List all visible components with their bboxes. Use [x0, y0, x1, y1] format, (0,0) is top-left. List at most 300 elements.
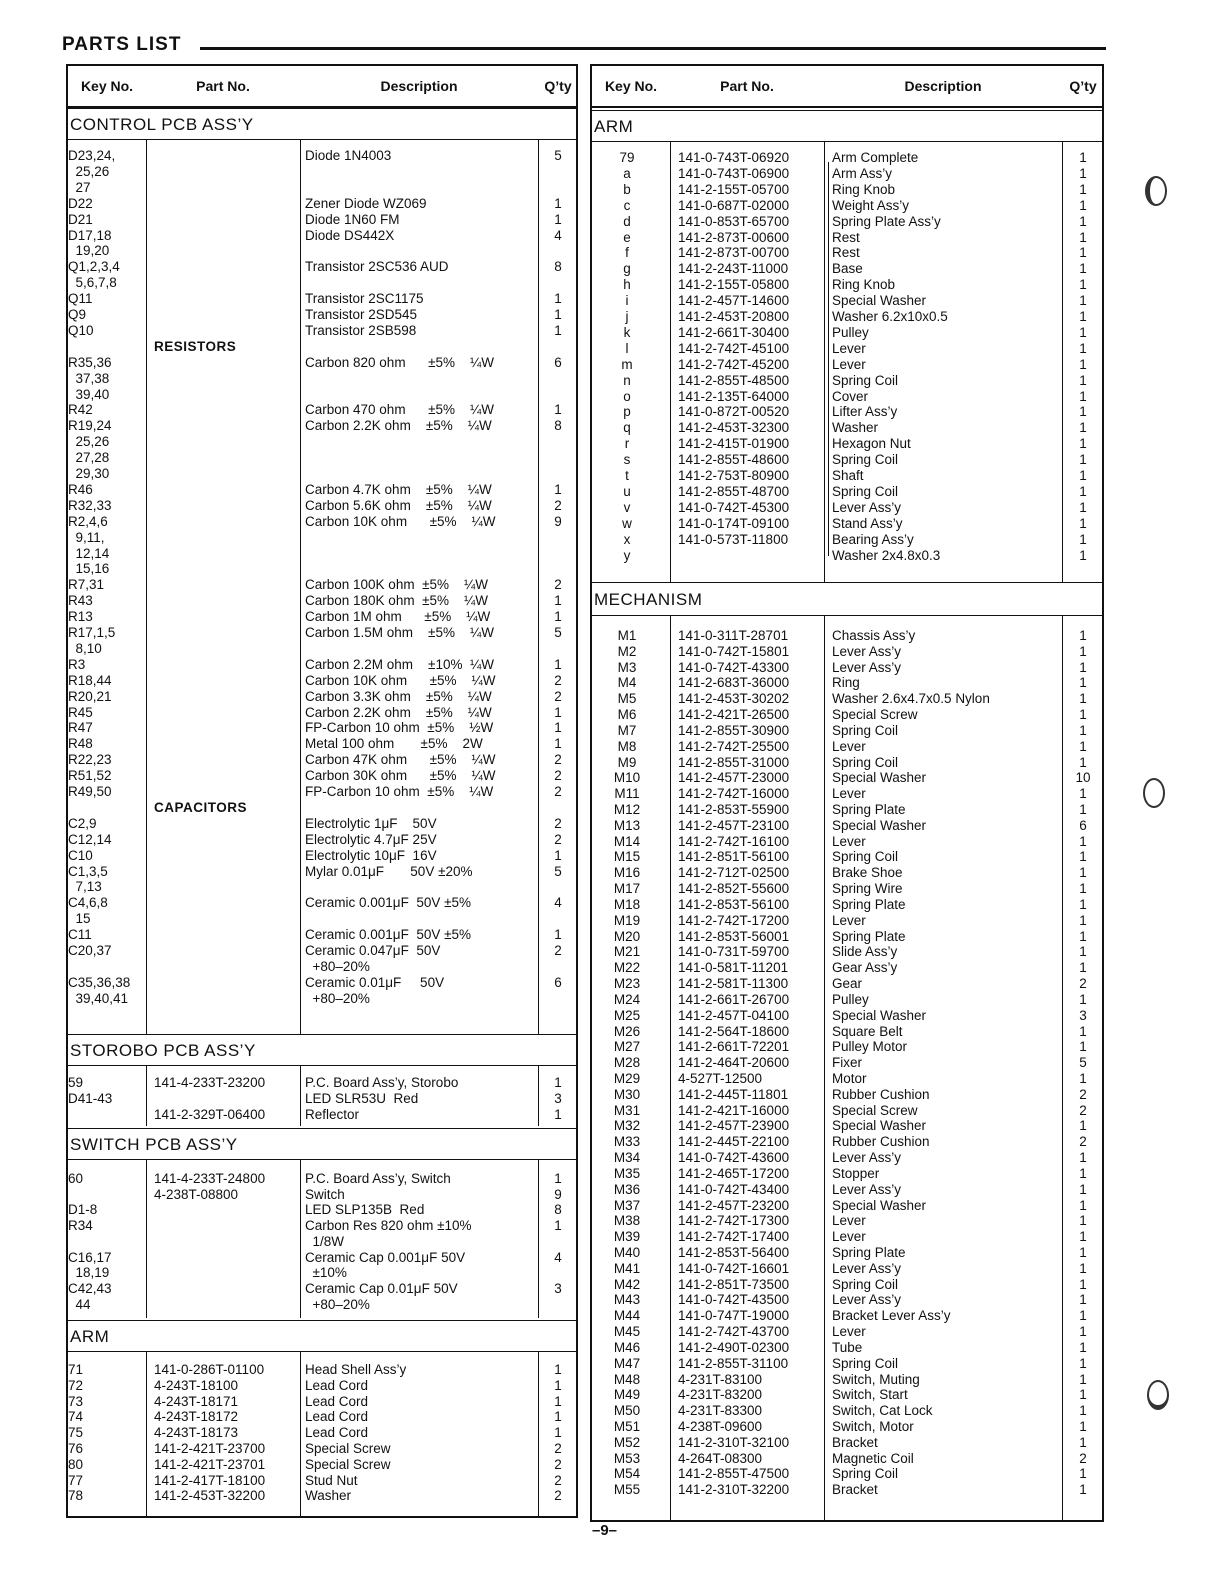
page-number: –9–: [592, 1522, 618, 1539]
table-row: [592, 1039, 1102, 1055]
table-row: [592, 628, 1102, 644]
cell-description: Washer 2x4.8x0.3: [832, 547, 941, 563]
cell-key-no: R42: [68, 402, 93, 418]
cell-key-no: M20: [613, 928, 641, 944]
cell-key-no: M5: [617, 691, 637, 707]
title-rule: [200, 47, 1106, 50]
table-row: [68, 625, 576, 641]
cell-description: Bracket: [832, 1434, 878, 1450]
cell-description: Bracket Lever Ass’y: [832, 1308, 951, 1324]
cell-part-no: 4-231T-83100: [678, 1371, 763, 1387]
cell-description: Ceramic Cap 0.001μF 50V: [305, 1249, 466, 1265]
cell-key-no: C10: [68, 847, 93, 863]
cell-qty: 1: [1079, 675, 1087, 691]
cell-qty: 1: [1079, 1403, 1087, 1419]
cell-key-no: R13: [68, 609, 93, 625]
cell-key-no: M38: [613, 1213, 641, 1229]
cell-key-no: p: [623, 404, 631, 420]
table-row: [68, 720, 576, 736]
table-row: [592, 1166, 1102, 1182]
cell-key-no: M53: [613, 1450, 641, 1466]
cell-description: Spring Plate Ass’y: [832, 213, 941, 229]
table-row: [68, 1218, 576, 1234]
cell-part-no: 141-2-742T-45200: [678, 356, 790, 372]
cell-qty: 1: [554, 847, 562, 863]
table-row: [68, 991, 576, 1007]
cell-key-no: M3: [617, 659, 637, 675]
cell-qty: 3: [554, 1091, 562, 1106]
cell-key-no: M10: [613, 770, 641, 786]
cell-qty: 1: [554, 291, 562, 307]
table-row: [68, 402, 576, 418]
table-row: [68, 1281, 576, 1297]
cell-qty: 6: [554, 354, 562, 370]
cell-key-no: d: [623, 213, 631, 229]
cell-part-no: 141-2-310T-32200: [678, 1482, 790, 1498]
right-table-header: [592, 66, 1102, 108]
cell-qty: 4: [554, 227, 562, 243]
cell-part-no: 141-2-581T-11300: [678, 976, 789, 992]
table-row: [592, 484, 1102, 500]
cell-key-no: M11: [614, 786, 640, 802]
table-row: [68, 259, 576, 275]
cell-qty: 9: [554, 513, 562, 529]
cell-description: Carbon 4.7K ohm ±5% ¼W: [305, 481, 492, 497]
cell-part-no: 4-243T-18100: [154, 1377, 239, 1393]
cell-description: P.C. Board Ass’y, Storobo: [305, 1075, 459, 1090]
cell-description: Zener Diode WZ069: [305, 195, 427, 211]
cell-key-no: Q9: [68, 307, 87, 322]
cell-description: Rubber Cushion: [832, 1086, 930, 1102]
cell-key-no: M36: [613, 1181, 641, 1197]
table-row: [592, 309, 1102, 325]
cell-qty: 1: [1079, 468, 1087, 483]
cell-description: Special Washer: [832, 1197, 927, 1213]
cell-key-no: M35: [613, 1165, 641, 1181]
cell-description: Metal 100 ohm ±5% 2W: [305, 736, 483, 752]
section-control-pcb: CONTROL PCB ASS’Y: [68, 108, 576, 140]
cell-part-no: 141-2-310T-32100: [678, 1434, 790, 1450]
cell-part-no: 141-2-421T-26500: [678, 707, 790, 723]
cell-key-no: D22: [68, 195, 93, 211]
cell-description: Weight Ass’y: [832, 197, 910, 213]
table-row: [68, 1187, 576, 1203]
cell-description: Gear: [832, 976, 863, 992]
cell-key-no: C20,37: [68, 943, 112, 958]
table-row: [592, 1277, 1102, 1293]
cell-description: Fixer: [832, 1055, 862, 1071]
cell-description: Washer 2.6x4.7x0.5 Nylon: [832, 691, 990, 707]
table-row: [592, 420, 1102, 436]
table-row: [68, 593, 576, 609]
cell-description: Ring Knob: [832, 277, 896, 293]
cell-qty: 1: [1079, 356, 1087, 372]
cell-key-no: c: [623, 197, 631, 213]
cell-part-no: 141-2-661T-30400: [678, 324, 790, 340]
cell-key-no: 44: [68, 1296, 91, 1312]
table-row: [68, 1250, 576, 1266]
cell-part-no: 141-2-742T-43700: [678, 1324, 790, 1340]
table-row: [592, 770, 1102, 786]
cell-qty: 1: [554, 1393, 562, 1409]
cell-key-no: u: [623, 483, 631, 499]
cell-description: Carbon 100K ohm ±5% ¼W: [305, 577, 488, 593]
cell-key-no: 15: [68, 911, 91, 927]
cell-key-no: R45: [68, 704, 93, 720]
cell-part-no: 141-2-855T-48600: [678, 452, 790, 468]
cell-key-no: M19: [613, 912, 641, 928]
table-row: [592, 644, 1102, 660]
column-divider: [300, 140, 301, 1034]
cell-key-no: C42,43: [68, 1280, 112, 1296]
cell-part-no: 141-0-853T-65700: [678, 213, 790, 229]
column-divider: [670, 616, 671, 1520]
cell-qty: 5: [554, 148, 562, 163]
cell-qty: 1: [1079, 181, 1087, 197]
cell-part-no: 4-527T-12500: [678, 1070, 763, 1086]
cell-key-no: l: [625, 340, 629, 356]
cell-qty: 1: [554, 927, 562, 943]
cell-qty: 1: [554, 195, 562, 211]
cell-qty: 1: [1079, 1324, 1087, 1340]
cell-qty: 1: [554, 1171, 562, 1186]
cell-key-no: M42: [613, 1276, 641, 1292]
table-row: [68, 196, 576, 212]
cell-description: Switch: [305, 1186, 345, 1202]
cell-description: Lead Cord: [305, 1409, 369, 1425]
cell-description: Carbon 470 ohm ±5% ¼W: [305, 402, 494, 418]
cell-description: Lever Ass’y: [832, 659, 902, 675]
table-row: [592, 500, 1102, 516]
cell-qty: 1: [1079, 277, 1087, 293]
cell-description: Diode DS442X: [305, 227, 395, 243]
column-divider: [538, 1066, 539, 1126]
table-row: [592, 865, 1102, 881]
cell-part-no: 141-0-872T-00520: [678, 404, 790, 420]
cell-qty: 1: [1079, 849, 1087, 865]
cell-description: Square Belt: [832, 1023, 903, 1039]
cell-key-no: M49: [613, 1387, 641, 1403]
cell-description: Lever Ass’y: [832, 499, 902, 515]
cell-key-no: Q11: [68, 291, 93, 307]
cell-description: Special Washer: [832, 817, 927, 833]
cell-qty: 1: [1079, 165, 1087, 181]
cell-qty: 1: [1079, 404, 1087, 420]
cell-key-no: D17,18: [68, 227, 112, 243]
cell-description: Spring Wire: [832, 881, 903, 897]
cell-qty: 1: [1079, 691, 1087, 707]
cell-description: Spring Coil: [832, 1466, 899, 1482]
column-divider: [538, 1352, 539, 1516]
cell-qty: 4: [554, 895, 562, 911]
table-row: [68, 784, 576, 800]
cell-description: Stopper: [832, 1165, 880, 1181]
cell-description: Lever: [832, 1213, 866, 1229]
cell-key-no: 39,40,41: [68, 990, 129, 1006]
cell-qty: 1: [1079, 1181, 1087, 1197]
table-row: [68, 1488, 576, 1504]
table-row: [592, 881, 1102, 897]
cell-qty: 3: [1079, 1007, 1087, 1023]
assembly-bracket: [828, 162, 829, 556]
cell-description: Cover: [832, 388, 869, 404]
cell-qty: 1: [554, 1107, 562, 1122]
cell-part-no: 141-2-421T-23701: [154, 1456, 266, 1472]
cell-part-no: 141-2-873T-00600: [678, 229, 790, 245]
cell-key-no: 59: [68, 1075, 84, 1090]
table-row: [68, 895, 576, 911]
cell-qty: 1: [1079, 1419, 1087, 1434]
table-row: [68, 1075, 576, 1091]
table-row: [592, 976, 1102, 992]
cell-description: Spring Coil: [832, 849, 899, 865]
cell-description: Rest: [832, 245, 860, 261]
cell-part-no: 141-2-155T-05700: [678, 181, 790, 197]
cell-part-no: 141-2-742T-16100: [678, 833, 790, 849]
cell-qty: 1: [1079, 1070, 1087, 1086]
table-row: [592, 1419, 1102, 1435]
cell-description: Washer: [832, 420, 879, 436]
cell-description: LED SLR53U Red: [305, 1091, 419, 1106]
cell-qty: 1: [1079, 643, 1087, 659]
cell-key-no: M51: [613, 1419, 641, 1434]
capacitors-subhead: CAPACITORS: [154, 799, 248, 815]
table-row: [592, 1213, 1102, 1229]
cell-part-no: 141-2-742T-16000: [678, 786, 790, 802]
table-row: [592, 1356, 1102, 1372]
table-row: [68, 1441, 576, 1457]
cell-key-no: M47: [613, 1355, 641, 1371]
table-row: [592, 786, 1102, 802]
cell-key-no: M45: [613, 1324, 641, 1340]
cell-part-no: 4-243T-18172: [154, 1409, 239, 1425]
cell-key-no: 5,6,7,8: [68, 275, 117, 291]
cell-part-no: 141-0-742T-45300: [678, 499, 790, 515]
table-row: [592, 1292, 1102, 1308]
header-description: Description: [904, 78, 982, 94]
column-divider: [1062, 616, 1063, 1520]
cell-description: Diode 1N4003: [305, 148, 392, 163]
cell-key-no: j: [625, 309, 629, 324]
cell-qty: 2: [1079, 976, 1087, 992]
cell-key-no: M55: [613, 1482, 641, 1498]
table-row: [68, 1425, 576, 1441]
cell-key-no: w: [622, 515, 632, 531]
cell-description: +80–20%: [305, 958, 370, 974]
cell-key-no: 39,40: [68, 386, 110, 402]
cell-description: Magnetic Coil: [832, 1450, 914, 1466]
cell-part-no: 141-2-661T-72201: [678, 1039, 790, 1055]
table-row: [592, 1466, 1102, 1482]
cell-description: Transistor 2SB598: [305, 322, 417, 338]
cell-description: LED SLP135B Red: [305, 1202, 425, 1218]
header-key-no: Key No.: [604, 78, 658, 94]
cell-key-no: 27: [68, 179, 91, 195]
cell-key-no: a: [623, 165, 631, 181]
table-row: [68, 228, 576, 244]
table-row: [68, 1297, 576, 1313]
cell-qty: 1: [1079, 659, 1087, 675]
cell-part-no: 141-2-855T-31100: [678, 1355, 789, 1371]
cell-description: Special Screw: [832, 1102, 918, 1118]
table-row: [592, 723, 1102, 739]
cell-description: Shaft: [832, 468, 864, 483]
cell-part-no: 141-2-712T-02500: [678, 865, 790, 881]
cell-key-no: M17: [613, 881, 641, 897]
cell-qty: 1: [1079, 1213, 1087, 1229]
cell-description: Spring Coil: [832, 722, 899, 738]
cell-key-no: M40: [613, 1244, 641, 1260]
cell-key-no: M32: [613, 1118, 641, 1134]
cell-description: Switch, Cat Lock: [832, 1403, 933, 1419]
cell-qty: 9: [554, 1186, 562, 1202]
cell-key-no: R3: [68, 656, 86, 672]
cell-description: Washer: [305, 1488, 352, 1504]
cell-part-no: 141-2-742T-45100: [678, 340, 790, 356]
cell-key-no: f: [625, 245, 629, 261]
cell-part-no: 141-2-742T-17400: [678, 1229, 790, 1245]
cell-qty: 1: [1079, 881, 1087, 897]
binder-hole-icon: [1145, 176, 1167, 206]
cell-key-no: D41-43: [68, 1091, 113, 1106]
table-row: [592, 1308, 1102, 1324]
cell-qty: 1: [1079, 372, 1087, 388]
cell-part-no: 141-2-853T-56400: [678, 1244, 790, 1260]
cell-key-no: R7,31: [68, 577, 105, 593]
cell-qty: 1: [1079, 1039, 1087, 1055]
cell-description: Pulley: [832, 324, 869, 340]
cell-qty: 1: [1079, 261, 1087, 277]
cell-qty: 1: [1079, 1244, 1087, 1260]
cell-qty: 1: [1079, 1165, 1087, 1181]
table-row: [592, 230, 1102, 246]
cell-description: Switch, Start: [832, 1387, 908, 1403]
cell-key-no: 80: [68, 1456, 84, 1472]
table-row: [68, 832, 576, 848]
cell-description: Slide Ass’y: [832, 944, 898, 960]
cell-description: Base: [832, 261, 863, 277]
cell-key-no: R18,44: [68, 672, 112, 688]
cell-qty: 2: [1079, 1086, 1087, 1102]
cell-description: Switch, Motor: [832, 1419, 914, 1434]
table-row: [592, 1008, 1102, 1024]
cell-key-no: y: [623, 547, 631, 563]
table-row: [68, 466, 576, 482]
cell-qty: 2: [554, 943, 562, 958]
cell-key-no: 7,13: [68, 879, 102, 895]
cell-description: +80–20%: [305, 990, 370, 1006]
cell-description: Gear Ass’y: [832, 960, 898, 976]
cell-key-no: 72: [68, 1377, 84, 1393]
cell-key-no: 9,11,: [68, 529, 105, 545]
cell-qty: 1: [1079, 802, 1087, 818]
cell-key-no: r: [624, 436, 630, 452]
cell-key-no: s: [623, 452, 631, 468]
cell-qty: 1: [554, 593, 562, 609]
cell-description: Motor: [832, 1070, 867, 1086]
cell-part-no: 141-2-453T-30202: [678, 691, 790, 707]
cell-part-no: 141-0-742T-43500: [678, 1292, 790, 1308]
cell-key-no: g: [623, 261, 631, 277]
table-row: [592, 929, 1102, 945]
table-row: [592, 1182, 1102, 1198]
cell-qty: 1: [1079, 1229, 1087, 1245]
cell-key-no: M6: [617, 707, 637, 723]
table-row: [68, 864, 576, 880]
cell-description: Ceramic 0.01μF 50V: [305, 974, 445, 990]
cell-qty: 8: [554, 1202, 562, 1218]
table-row: [68, 1378, 576, 1394]
table-row: [592, 1245, 1102, 1261]
table-row: [592, 468, 1102, 484]
cell-key-no: 15,16: [68, 561, 110, 577]
cell-key-no: C2,9: [68, 815, 97, 831]
cell-key-no: M23: [613, 976, 641, 992]
cell-key-no: M16: [613, 865, 641, 881]
cell-key-no: o: [623, 388, 631, 404]
cell-key-no: 74: [68, 1409, 84, 1425]
cell-key-no: 25,26: [68, 434, 110, 450]
cell-part-no: 141-2-855T-31000: [678, 754, 790, 770]
cell-description: Carbon 180K ohm ±5% ¼W: [305, 593, 488, 609]
cell-key-no: M15: [613, 849, 641, 865]
cell-description: Carbon 10K ohm ±5% ¼W: [305, 513, 496, 529]
cell-qty: 2: [554, 784, 562, 799]
cell-description: Lead Cord: [305, 1393, 369, 1409]
table-row: [68, 975, 576, 991]
cell-key-no: R20,21: [68, 688, 112, 704]
table-row: [592, 675, 1102, 691]
table-row: [592, 373, 1102, 389]
cell-key-no: M54: [613, 1466, 641, 1482]
cell-description: Rest: [832, 229, 860, 245]
cell-part-no: 141-2-457T-23000: [678, 770, 790, 786]
table-row: [68, 1107, 576, 1123]
cell-qty: 2: [1079, 1102, 1087, 1118]
cell-key-no: 12,14: [68, 545, 110, 561]
table-row: [592, 245, 1102, 261]
cell-description: Lever: [832, 786, 866, 802]
cell-qty: 1: [1079, 1387, 1087, 1403]
table-row: [68, 561, 576, 577]
cell-description: Switch, Muting: [832, 1371, 920, 1387]
cell-description: ±10%: [305, 1265, 347, 1281]
column-divider: [146, 1066, 147, 1126]
cell-qty: 2: [554, 688, 562, 704]
table-row: [592, 691, 1102, 707]
cell-description: Electrolytic 1μF 50V: [305, 815, 437, 831]
cell-key-no: k: [623, 324, 631, 340]
cell-part-no: 141-2-855T-48500: [678, 372, 790, 388]
cell-description: Ceramic 0.001μF 50V ±5%: [305, 895, 472, 911]
cell-description: Lever Ass’y: [832, 1150, 902, 1166]
cell-part-no: 141-2-243T-11000: [678, 261, 789, 277]
cell-description: 1/8W: [305, 1233, 345, 1249]
cell-key-no: C4,6,8: [68, 895, 108, 911]
cell-qty: 2: [554, 1441, 562, 1456]
cell-qty: 1: [1079, 420, 1087, 436]
cell-qty: 1: [1079, 388, 1087, 404]
table-row: [68, 355, 576, 371]
cell-description: Lever: [832, 912, 866, 928]
table-row: [68, 530, 576, 546]
cell-part-no: 141-2-135T-64000: [678, 388, 790, 404]
table-row: [68, 1457, 576, 1473]
cell-key-no: M43: [613, 1292, 641, 1308]
cell-qty: 2: [1079, 1134, 1087, 1150]
table-row: [68, 164, 576, 180]
cell-description: FP-Carbon 10 ohm ±5% ½W: [305, 720, 494, 736]
